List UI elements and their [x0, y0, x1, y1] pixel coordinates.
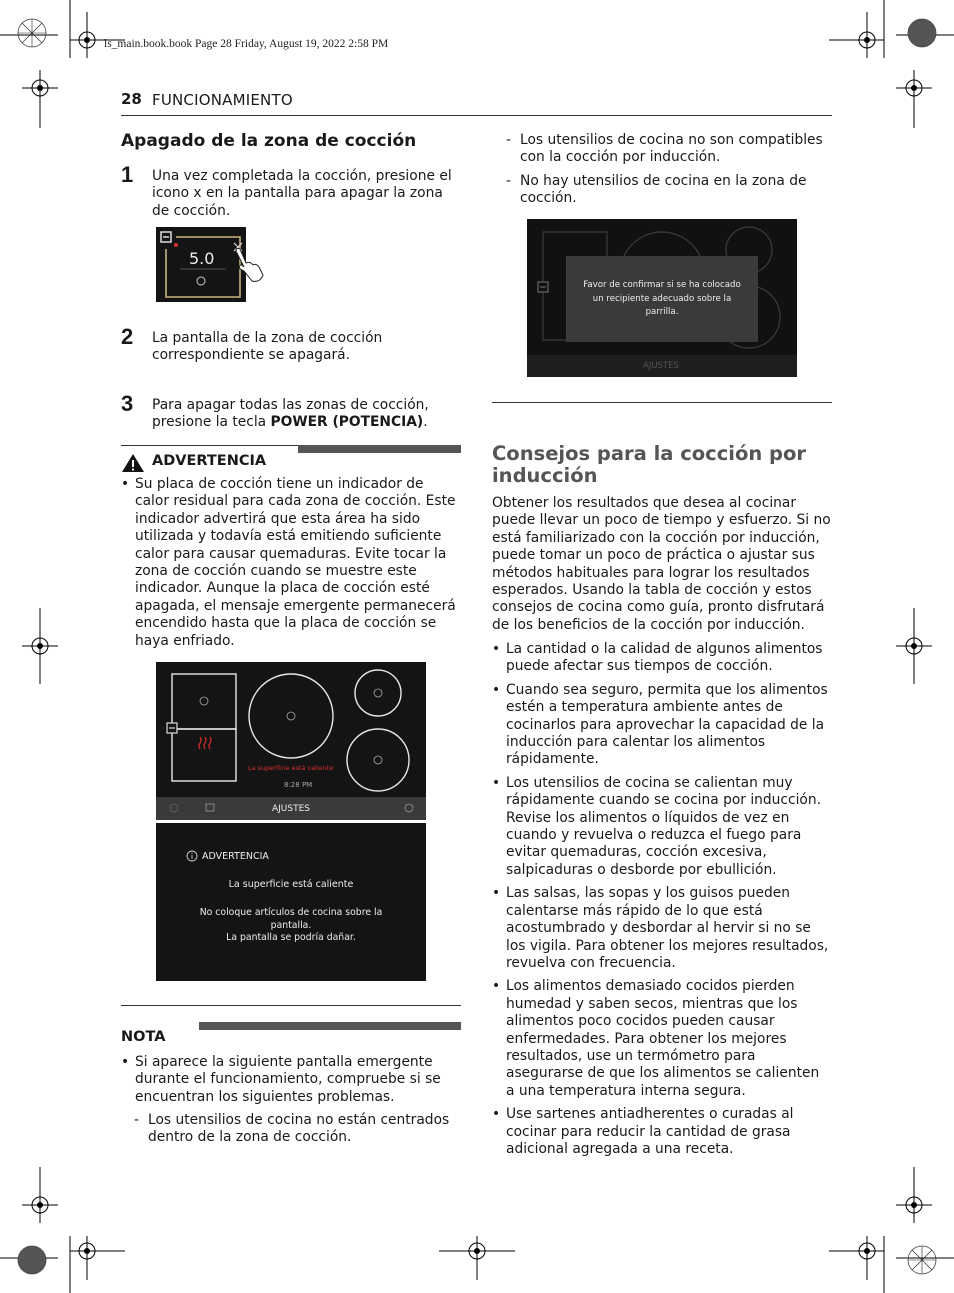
warning-triangle-icon: [121, 453, 145, 473]
header-rule: [121, 115, 832, 116]
popup-title: ADVERTENCIA: [202, 851, 269, 862]
note-list: [121, 1054, 446, 1106]
list-item: • Si aparece la siguiente pantalla emergente durante el funcionamiento, compruebe si se encuentran los siguientes problemas.: [121, 1054, 446, 1106]
list-item: - Los utensilios de cocina no están centrados dentro de la zona de cocción.: [134, 1112, 454, 1147]
info-icon: [186, 850, 198, 862]
note-sublist: [134, 1112, 454, 1147]
list-item: • Su placa de cocción tiene un indicador de calor residual para cada zona de cocción. Este indicador advertirá que esta área ha sido utilizada y todavía está emitiendo suficiente calor para causar quemaduras. Evite tocar la zona de cocción cuando se muestre este indicador. Aunque la placa de cocción esté apagada, el mensaje emergente permanecerá encendido hasta que la placa de cocción se haya enfriado.: [121, 476, 461, 650]
list-item: • Los alimentos demasiado cocidos pierden humedad y saben secos, mientras que los alimentos poco cocidos pueden causar enfermedades. Para obtener los mejores resultados, use un termómetro para asegurarse de que los alimentos se calienten a una temperatura interna segura.: [492, 978, 832, 1100]
step-number-2: 2: [121, 324, 134, 349]
note-title: NOTA: [121, 1029, 166, 1045]
page-number: 28: [121, 90, 142, 108]
cooktop-screen: [156, 662, 426, 820]
settings-label[interactable]: AJUSTES: [272, 804, 311, 814]
clock-time: 8:28 PM: [284, 781, 313, 789]
note-top-rule: [121, 1005, 461, 1006]
hot-surface-label: La superficie está caliente: [248, 764, 334, 772]
warning-list: [121, 476, 461, 650]
zone-display-graphic: [156, 227, 246, 302]
confirm-popup-text: Favor de confirmar si se ha colocado un recipiente adecuado sobre la parrilla.: [583, 280, 741, 317]
heat-wave-icon: [199, 737, 211, 749]
tips-heading: Consejos para la cocción por inducción: [492, 442, 807, 487]
section-heading: Apagado de la zona de cocción: [121, 131, 417, 151]
power-key-label: POWER (POTENCIA): [270, 414, 424, 431]
step-number-1: 1: [121, 162, 134, 187]
note-bar: [199, 1022, 461, 1030]
section-divider: [492, 402, 832, 403]
popup-line-3: La pantalla se podría dañar.: [226, 932, 356, 943]
cooktop-zones-svg: [156, 662, 426, 820]
confirm-popup-screen: [527, 219, 797, 377]
tips-list: [492, 641, 832, 1158]
list-item: - Los utensilios de cocina no son compatibles con la cocción por inducción.: [506, 132, 832, 167]
zone-power-level: 5.0: [189, 249, 215, 268]
warning-bar: [298, 445, 461, 453]
tips-intro: Obtener los resultados que desea al cocinar puede llevar un poco de tiempo y esfuerzo. Si no está familiarizado con la cocción por inducción, puede tomar un poco de práctica o ajustar sus métodos habituales para lograr los resultados esperados. Usando la tabla de cocción y estos consejos de cocina como guía, pronto disfrutará de los beneficios de la cocción por inducción.: [492, 495, 831, 633]
list-item: - No hay utensilios de cocina en la zona de cocción.: [506, 173, 832, 208]
print-header: ls_main.book.book Page 28 Friday, August 19, 2022 2:58 PM: [104, 38, 389, 50]
settings-label[interactable]: AJUSTES: [643, 361, 679, 371]
list-item: • Las salsas, las sopas y los guisos pueden calentarse más rápido de lo que está acostumbrado y desbordar al hervir si no se los vigila. Para obtener los mejores resultados, revuelva con frecuencia.: [492, 885, 832, 972]
warning-title: ADVERTENCIA: [152, 453, 267, 469]
step-text-1: Una vez completada la cocción, presione el icono x en la pantalla para apagar la zona de cocción.: [152, 168, 452, 219]
popup-line-1: La superficie está caliente: [228, 879, 354, 890]
list-item: • Use sartenes antiadherentes o curadas al cocinar para reducir la cantidad de grasa adicional agregada a una receta.: [492, 1106, 832, 1158]
step-number-3: 3: [121, 391, 134, 416]
section-title: FUNCIONAMIENTO: [152, 91, 293, 109]
list-item: • Cuando sea seguro, permita que los alimentos estén a temperatura ambiente antes de cocinarlos para aprovechar la capacidad de la inducción para calentar los alimentos rápidamente.: [492, 682, 832, 769]
step-text-3: Para apagar todas las zonas de cocción, presione la tecla POWER (POTENCIA).: [152, 397, 429, 431]
list-item: • La cantidad o la calidad de algunos alimentos puede afectar sus tiempos de cocción.: [492, 641, 832, 676]
step-text-2: La pantalla de la zona de cocción correspondiente se apagará.: [152, 330, 383, 364]
note-sublist-continued: [506, 132, 832, 208]
popup-line-2: No coloque artículos de cocina sobre la pantalla.: [199, 907, 383, 931]
list-item: • Los utensilios de cocina se calientan muy rápidamente cuando se cocina por inducción. Revise los alimentos o líquidos de vez en cuando y revuelva o reduzca el fuego para evitar quemaduras, cocción excesiva, salpicaduras o desborde por ebullición.: [492, 775, 832, 879]
warning-popup-screen: [156, 823, 426, 981]
